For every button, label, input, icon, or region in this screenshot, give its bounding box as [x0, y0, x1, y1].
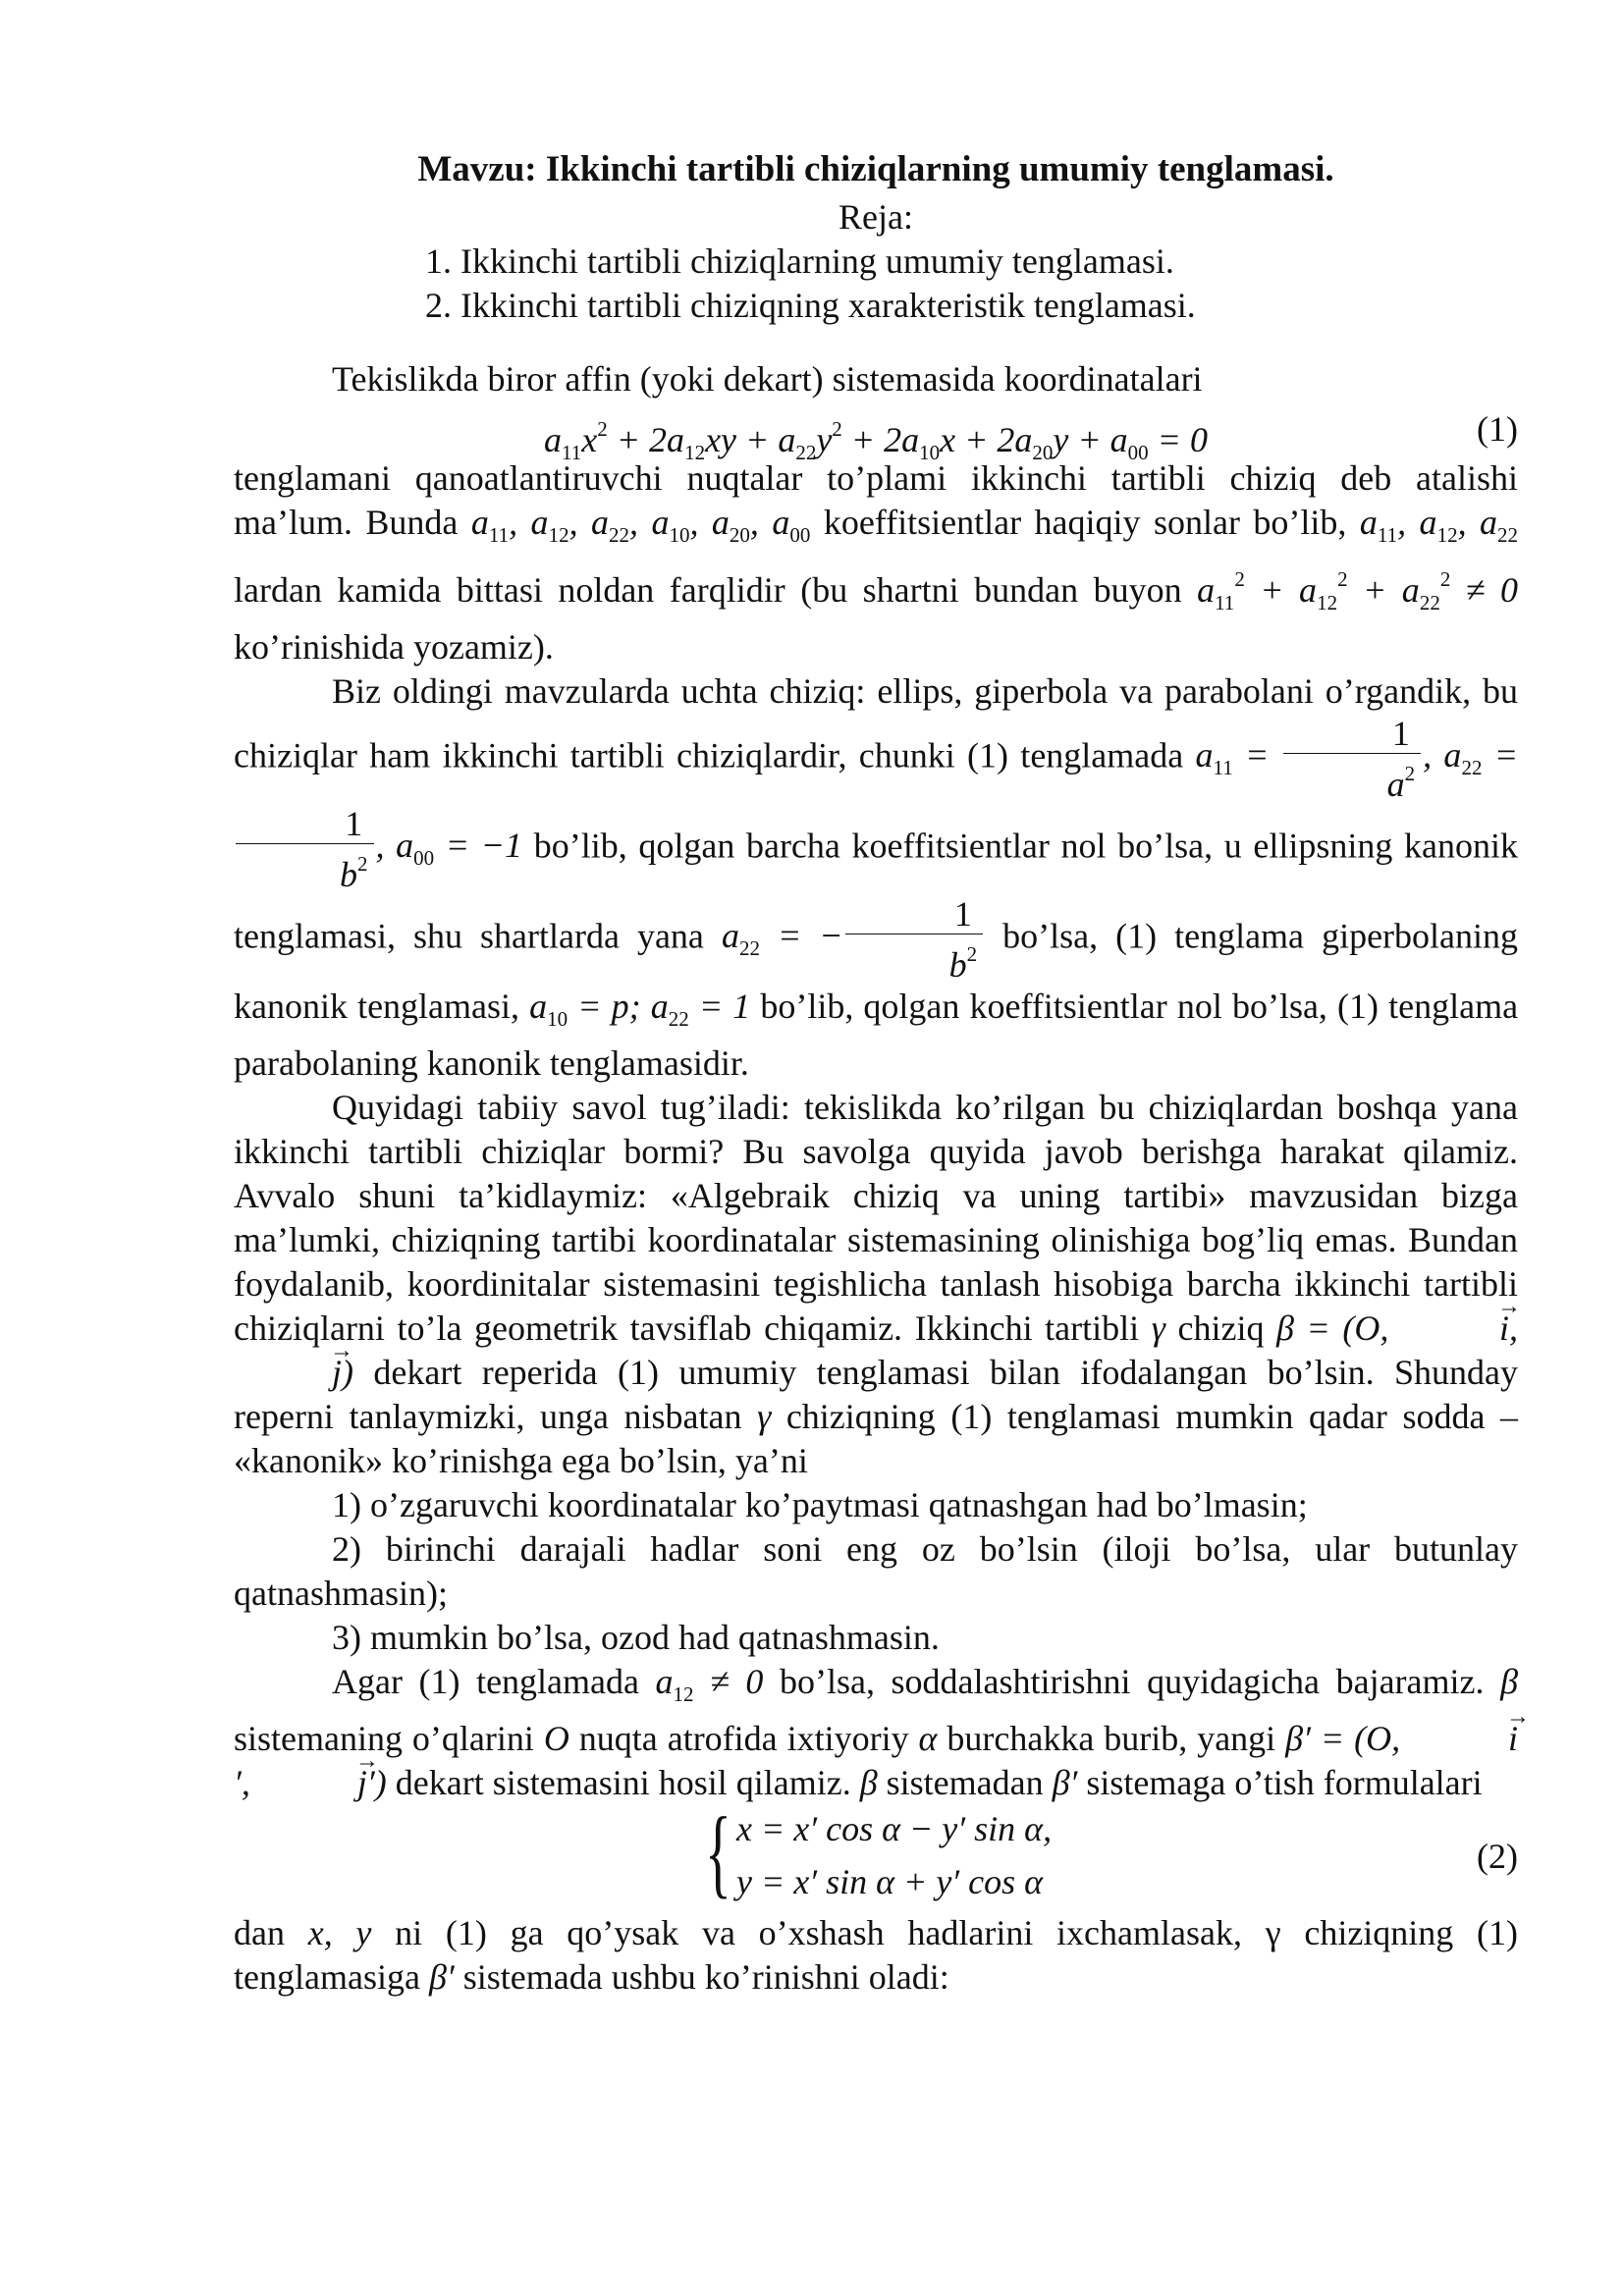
paragraph: Quyidagi tabiiy savol tug’iladi: tekislikda ko’rilgan bu chiziqlardan boshqa yana ikkinchi tartibli chiziqlar bormi? Bu savolga quyida javob berishga harakat qilamiz. Avvalo shuni ta’kidlaymiz: «Algebraik chiziq va uning tartibi» mavzusidan bizga ma’lumki, chiziqning tartibi koordinatalar sistemasining olinishiga bog’liq emas. Bundan foydalanib, koordinitalar sistemasini tegishlicha tanlash hisobiga barcha ikkinchi tartibli chiziqlarni to’la geometrik tavsiflab chiqamiz. Ikkinchi tartibli γ chiziq β = (O, → i, → j) dekart reperida (1) umumiy tenglamasi bilan ifodalangan bo’lsin. Shunday reperni tanlaymizki, unga nisbatan γ chiziqning (1) tenglamasi mumkin qadar sodda – «kanonik» ko’rinishga ega bo’lsin, ya’ni [234, 1086, 1518, 1483]
document-page [234, 147, 1518, 2000]
condition-2: 2) birinchi darajali hadlar soni eng oz bo’lsin (iloji bo’lsa, ular butunlay qatnashmasin); [234, 1529, 1518, 1613]
plan-item: 2. Ikkinchi tartibli chiziqning xarakteristik tenglamasi. [425, 286, 1196, 325]
paragraph: Biz oldingi mavzularda uchta chiziq: ellips, giperbola va parabolani o’rgandik, bu chiziqlar ham ikkinchi tartibli chiziqlardir, chunki (1) tenglamada $a_{11}$ = $\frac{1}{a^2}$ , $a_{22}$ = $\frac{1}{b^2}$ , $a_{00} = -1$ bo’lib, qolgan barcha koeffitsientlar nol bo’lsa, u ellipsning kanonik tenglamasi, shu shartlarda yana $a_{22}$ = − $\frac{1}{b^2}$ bo’lsa, (1) tenglama giperbolaning kanonik tenglamasi, $a_{10} = p$; $a_{22} = 1$ bo’lib, qolgan koeffitsientlar nol bo’lsa, (1) tenglama parabolaning kanonik tenglamasidir. [234, 671, 1519, 1083]
equation-number: (1) [1477, 409, 1518, 449]
condition-3: 3) mumkin bo’lsa, ozod had qatnashmasin. [332, 1618, 940, 1657]
paragraph: Agar (1) tenglamada $a_{12} \ne 0$ bo’lsa, soddalashtirishni quyidagicha bajaramiz. β sistemaning o’qlarini O nuqta atrofida ixtiyoriy α burchakka burib, yangi β′ = (O, → i′, → j′) dekart sistemasini hosil qilamiz. β sistemadan β′ sistemaga o’tish formulalari [234, 1660, 1518, 1805]
plan-heading: Reja: [839, 197, 913, 237]
condition-1: 1) o’zgaruvchi koordinatalar ko’paytmasi qatnashgan had bo’lmasin; [332, 1485, 1308, 1524]
equation-1: $a_{11}x^2 + 2a_{12}xy + a_{22}y^2 + 2a_{10}x + 2a_{20}y + a_{00} = 0$ (1) [234, 401, 1518, 456]
plan-item: 1. Ikkinchi tartibli chiziqlarning umumiy tenglamasi. [425, 241, 1174, 281]
paragraph: Tekislikda biror affin (yoki dekart) sistemasida koordinatalari [332, 359, 1203, 399]
paragraph: dan x, y ni (1) ga qo’ysak va o’xshash hadlarini ixchamlasak, γ chiziqning (1) tenglamasiga β′ sistemada ushbu ko’rinishni oladi: [234, 1913, 1519, 1997]
page-title: Mavzu: Ikkinchi tartibli chiziqlarning umumiy tenglamasi. [417, 149, 1334, 189]
equation-2: { x = x′ cos α − y′ sin α, y = x′ sin α + y′ cos α (2) [705, 1797, 1518, 1908]
plan-list [425, 240, 1518, 328]
paragraph: tenglamani qanoatlantiruvchi nuqtalar to’plami ikkinchi tartibli chiziq deb atalishi ma’lum. Bunda $a_{11}$, $a_{12}$, $a_{22}$, $a_{10}$, $a_{20}$, $a_{00}$ koeffitsientlar haqiqiy sonlar bo’lib, $a_{11}$, $a_{12}$, $a_{22}$ lardan kamida bittasi noldan farqlidir (bu shartni bundan buyon $a_{11}^2 + a_{12}^2 + a_{22}^2 \ne 0$ ko’rinishida yozamiz). [234, 458, 1519, 667]
equation-number: (2) [1477, 1837, 1518, 1876]
